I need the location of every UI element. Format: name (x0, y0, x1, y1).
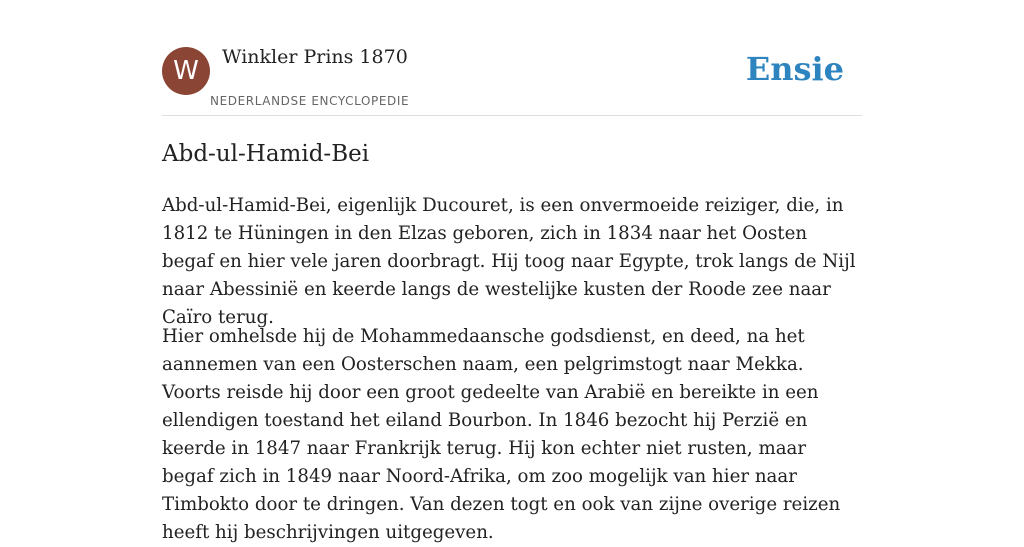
source-subtitle: NEDERLANDSE ENCYCLOPEDIE (210, 94, 410, 108)
source-avatar[interactable]: W (162, 47, 210, 95)
ensie-logo[interactable]: Ensie (745, 50, 844, 88)
article-paragraph: Hier omhelsde hij de Mohammedaansche godsdienst, en deed, na het aannemen van een Oosterschen naam, een pelgrimstogt naar Mekka. Voorts reisde hij door een groot gedeelte van Arabië en bereikte in een ellendigen toestand het eiland Bourbon. In 1846 bezocht hij Perzië en keerde in 1847 naar Frankrijk terug. Hij kon echter niet rusten, maar begaf zich in 1849 naar Noord-Afrika, om zoo mogelijk van hier naar Timbokto door te dringen. Van dezen togt en ook van zijne overige reizen heeft hij beschrijvingen uitgegeven. (162, 326, 841, 543)
article-paragraph: Abd-ul-Hamid-Bei, eigenlijk Ducouret, is een onvermoeide reiziger, die, in 1812 te Hüningen in den Elzas geboren, zich in 1834 naar het Oosten begaf en hier vele jaren doorbragt. Hij toog naar Egypte, trok langs de Nijl naar Abessinië en keerde langs de westelijke kusten der Roode zee naar Caïro terug. (162, 195, 856, 328)
page-container (162, 0, 862, 543)
source-title[interactable]: Winkler Prins 1870 (222, 46, 408, 68)
source-header (162, 0, 862, 116)
article-title: Abd-ul-Hamid-Bei (162, 141, 370, 167)
